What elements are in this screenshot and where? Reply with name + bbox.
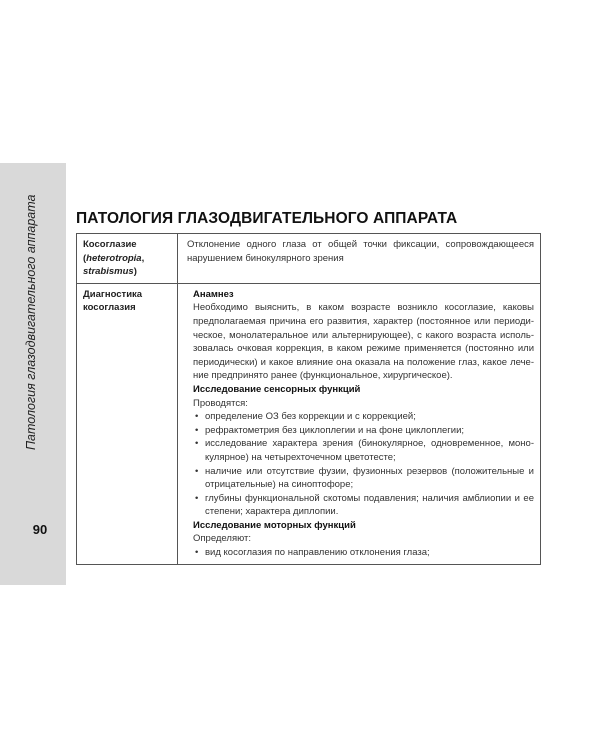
sensory-list — [187, 410, 534, 519]
anamnesis-heading: Анамнез — [193, 288, 234, 300]
definition-text: Отклонение одного глаза от общей точки фиксации, сопровождающееся нарушением бинокулярного зрения — [187, 239, 534, 264]
definition-cell — [178, 283, 541, 564]
term-latin: strabismus — [83, 266, 134, 278]
term-name: Диагностика косоглазия — [83, 288, 143, 314]
definitions-table — [76, 233, 541, 565]
list-item: • вид косоглазия по направлению отклонения глаза; — [195, 546, 534, 560]
list-item: • глубины функциональной скотомы подавления; наличия амблиопии и ее степени; характера диплопии. — [195, 492, 534, 519]
sensory-intro: Проводятся: — [193, 397, 248, 409]
sensory-heading: Исследование сенсорных функций — [193, 383, 361, 395]
list-item: • рефрактометрия без циклоплегии и на фоне циклоплегии; — [195, 424, 534, 438]
term-latin: heterotropia — [86, 252, 142, 264]
motor-heading: Исследование моторных функций — [193, 519, 356, 531]
term-cell: Косоглазие (heterotropia, strabismus) — [77, 234, 178, 284]
list-item: • наличие или отсутствие фузии, фузионных резервов (положительные и отрицательные) на синоптофоре; — [195, 465, 534, 492]
table-row — [77, 283, 541, 564]
term-cell — [77, 283, 178, 564]
anamnesis-text: Необходимо выяснить, в каком возрасте возникло косоглазие, каковы предполагаемая причина его развития, характер (постоянное или периодическое, монолатеральное или альтернирующее), с какого возраста использовалась очковая коррекция, в каком режиме применяется (постоянно или периодически) и какое влияние она оказала на положение глаз, какое лечение предпринято ранее (функциональное, хирургическое). — [193, 302, 534, 382]
running-chapter-title: Патология глазодвигательного аппарата — [24, 194, 38, 450]
table-row — [77, 234, 541, 284]
list-item: • исследование характера зрения (бинокулярное, одновременное, монокулярное) на четырехточечном цветотесте; — [195, 437, 534, 464]
term-name: Косоглазие — [83, 239, 137, 250]
page-number: 90 — [32, 522, 48, 537]
list-item: • определение ОЗ без коррекции и с коррекцией; — [195, 410, 534, 424]
motor-list — [187, 546, 534, 560]
definition-cell — [178, 234, 541, 284]
motor-intro: Определяют: — [193, 533, 251, 545]
section-title: ПАТОЛОГИЯ ГЛАЗОДВИГАТЕЛЬНОГО АППАРАТА — [76, 210, 458, 227]
